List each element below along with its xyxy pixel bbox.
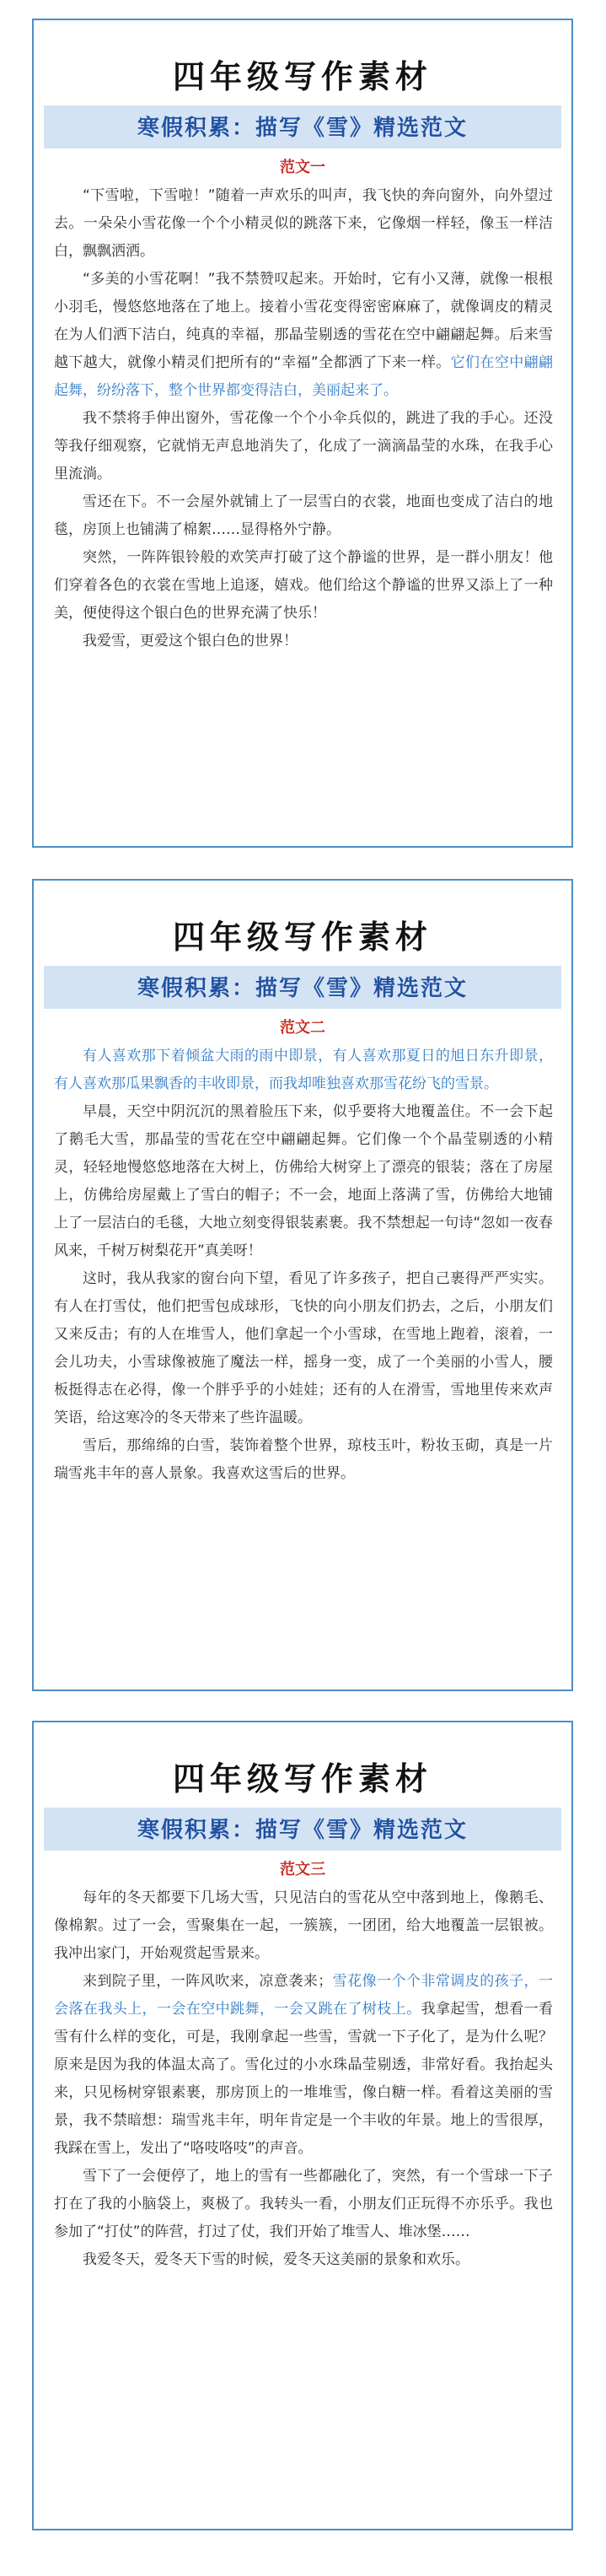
essay-body bbox=[34, 182, 571, 655]
essay-card-1 bbox=[32, 19, 573, 848]
paragraph: 雪后，那绵绵的白雪，装饰着整个世界，琼枝玉叶，粉妆玉砌，真是一片瑞雪兆丰年的喜人景象。我喜欢这雪后的世界。 bbox=[54, 1437, 553, 1482]
subtitle-band: 寒假积累：描写《雪》精选范文 bbox=[44, 105, 561, 148]
paragraph: 雪下了一会便停了，地上的雪有一些都融化了，突然，有一个雪球一下子打在了我的小脑袋上，爽极了。我转头一看，小朋友们正玩得不亦乐乎。我也参加了“打仗”的阵营，打过了仗，我们开始了堆雪人、堆冰堡…… bbox=[54, 2168, 553, 2240]
essay-label: 范文三 bbox=[280, 1861, 325, 1878]
paragraph: 这时，我从我家的窗台向下望，看见了许多孩子，把自己裹得严严实实。有人在打雪仗，他们把雪包成球形，飞快的向小朋友们扔去，之后，小朋友们又来反击；有的人在堆雪人，他们拿起一个小雪球，在雪地上跑着，滚着，一会儿功夫，小雪球像被施了魔法一样，摇身一变，成了一个美丽的小雪人，腰板挺得志在必得，像一个胖乎乎的小娃娃；还有的人在滑雪，雪地里传来欢声笑语，给这寒冷的冬天带来了些许温暖。 bbox=[54, 1270, 553, 1426]
highlighted-text: 雪花像一个个非常调皮的孩子，一会落在我头上，一会在空中跳舞，一会又跳在了树枝上。 bbox=[54, 1973, 554, 2018]
page-title: 四年级写作素材 bbox=[172, 57, 432, 95]
paragraph bbox=[54, 1968, 553, 2163]
paragraph: 突然，一阵阵银铃般的欢笑声打破了这个静谧的世界，是一群小朋友！他们穿着各色的衣裳在雪地上追逐，嬉戏。他们给这个静谧的世界又添上了一种美，便使得这个银白色的世界充满了快乐！ bbox=[54, 549, 553, 622]
subtitle-band: 寒假积累：描写《雪》精选范文 bbox=[44, 966, 561, 1009]
highlighted-paragraph: 有人喜欢那下着倾盆大雨的雨中即景，有人喜欢那夏日的旭日东升即景，有人喜欢那瓜果飘香的丰收即景，而我却唯独喜欢那雪花纷飞的雪景。 bbox=[54, 1048, 553, 1092]
page-title: 四年级写作素材 bbox=[172, 918, 432, 956]
page-title: 四年级写作素材 bbox=[172, 1760, 432, 1797]
paragraph-text: “多美的小雪花啊！”我不禁赞叹起来。开始时，它有小又薄，就像一根根小羽毛，慢悠悠地落在了地上。接着小雪花变得密密麻麻了，就像调皮的精灵在为人们洒下洁白，纯真的幸福，那晶莹剔透的雪花在空中翩翩起舞。后来雪越下越大，就像小精灵们把所有的“幸福”全都洒了下来一样。 bbox=[54, 271, 553, 371]
essay-label: 范文一 bbox=[280, 159, 325, 176]
paragraph: 早晨，天空中阴沉沉的黑着脸压下来，似乎要将大地覆盖住。不一会下起了鹅毛大雪，那晶莹的雪花在空中翩翩起舞。它们像一个个晶莹剔透的小精灵，轻轻地慢悠悠地落在大树上，仿佛给大树穿上了漂亮的银装；落在了房屋上，仿佛给房屋戴上了雪白的帽子；不一会，地面上落满了雪，仿佛给大地铺上了一层洁白的毛毯，大地立刻变得银装素裹。我不禁想起一句诗“忽如一夜春风来，千树万树梨花开”真美呀！ bbox=[54, 1103, 553, 1259]
paragraph: “下雪啦，下雪啦！”随着一声欢乐的叫声，我飞快的奔向窗外，向外望过去。一朵朵小雪花像一个个小精灵似的跳落下来，它像烟一样轻，像玉一样洁白，飘飘洒洒。 bbox=[54, 187, 553, 260]
essay-card-3 bbox=[32, 1721, 573, 2530]
essay-body bbox=[34, 1884, 571, 2274]
subtitle-band: 寒假积累：描写《雪》精选范文 bbox=[44, 1808, 561, 1851]
paragraph bbox=[54, 266, 553, 405]
essay-label: 范文二 bbox=[280, 1019, 325, 1037]
paragraph-text: 我拿起雪，想看一看雪有什么样的变化，可是，我刚拿起一些雪，雪就一下子化了，是为什么呢？原来是因为我的体温太高了。雪化过的小水珠晶莹剔透，非常好看。我抬起头来，只见杨树穿银素裹，那房顶上的一堆堆雪，像白糖一样。看着这美丽的雪景，我不禁暗想：瑞雪兆丰年，明年肯定是一个丰收的年景。地上的雪很厚，我踩在雪上，发出了“咯吱咯吱”的声音。 bbox=[54, 2001, 554, 2157]
essay-body bbox=[34, 1043, 571, 1488]
paragraph: 我爱雪，更爱这个银白色的世界！ bbox=[83, 633, 298, 649]
paragraph: 我爱冬天，爱冬天下雪的时候，爱冬天这美丽的景象和欢乐。 bbox=[83, 2251, 469, 2268]
paragraph: 雪还在下。不一会屋外就铺上了一层雪白的衣裳，地面也变成了洁白的地毯，房顶上也铺满了棉絮……显得格外宁静。 bbox=[54, 493, 553, 538]
paragraph: 我不禁将手伸出窗外，雪花像一个个小伞兵似的，跳进了我的手心。还没等我仔细观察，它就悄无声息地消失了，化成了一滴滴晶莹的水珠，在我手心里流淌。 bbox=[54, 410, 553, 482]
highlighted-text: 它们在空中翩翩起舞，纷纷落下，整个世界都变得洁白，美丽起来了。 bbox=[54, 354, 554, 399]
essay-card-2 bbox=[32, 879, 573, 1691]
paragraph: 每年的冬天都要下几场大雪，只见洁白的雪花从空中落到地上，像鹅毛、像棉絮。过了一会，雪聚集在一起，一簇簇，一团团，给大地覆盖一层银被。我冲出家门，开始观赏起雪景来。 bbox=[54, 1889, 553, 1962]
paragraph-text: 来到院子里，一阵风吹来，凉意袭来； bbox=[83, 1973, 333, 1990]
